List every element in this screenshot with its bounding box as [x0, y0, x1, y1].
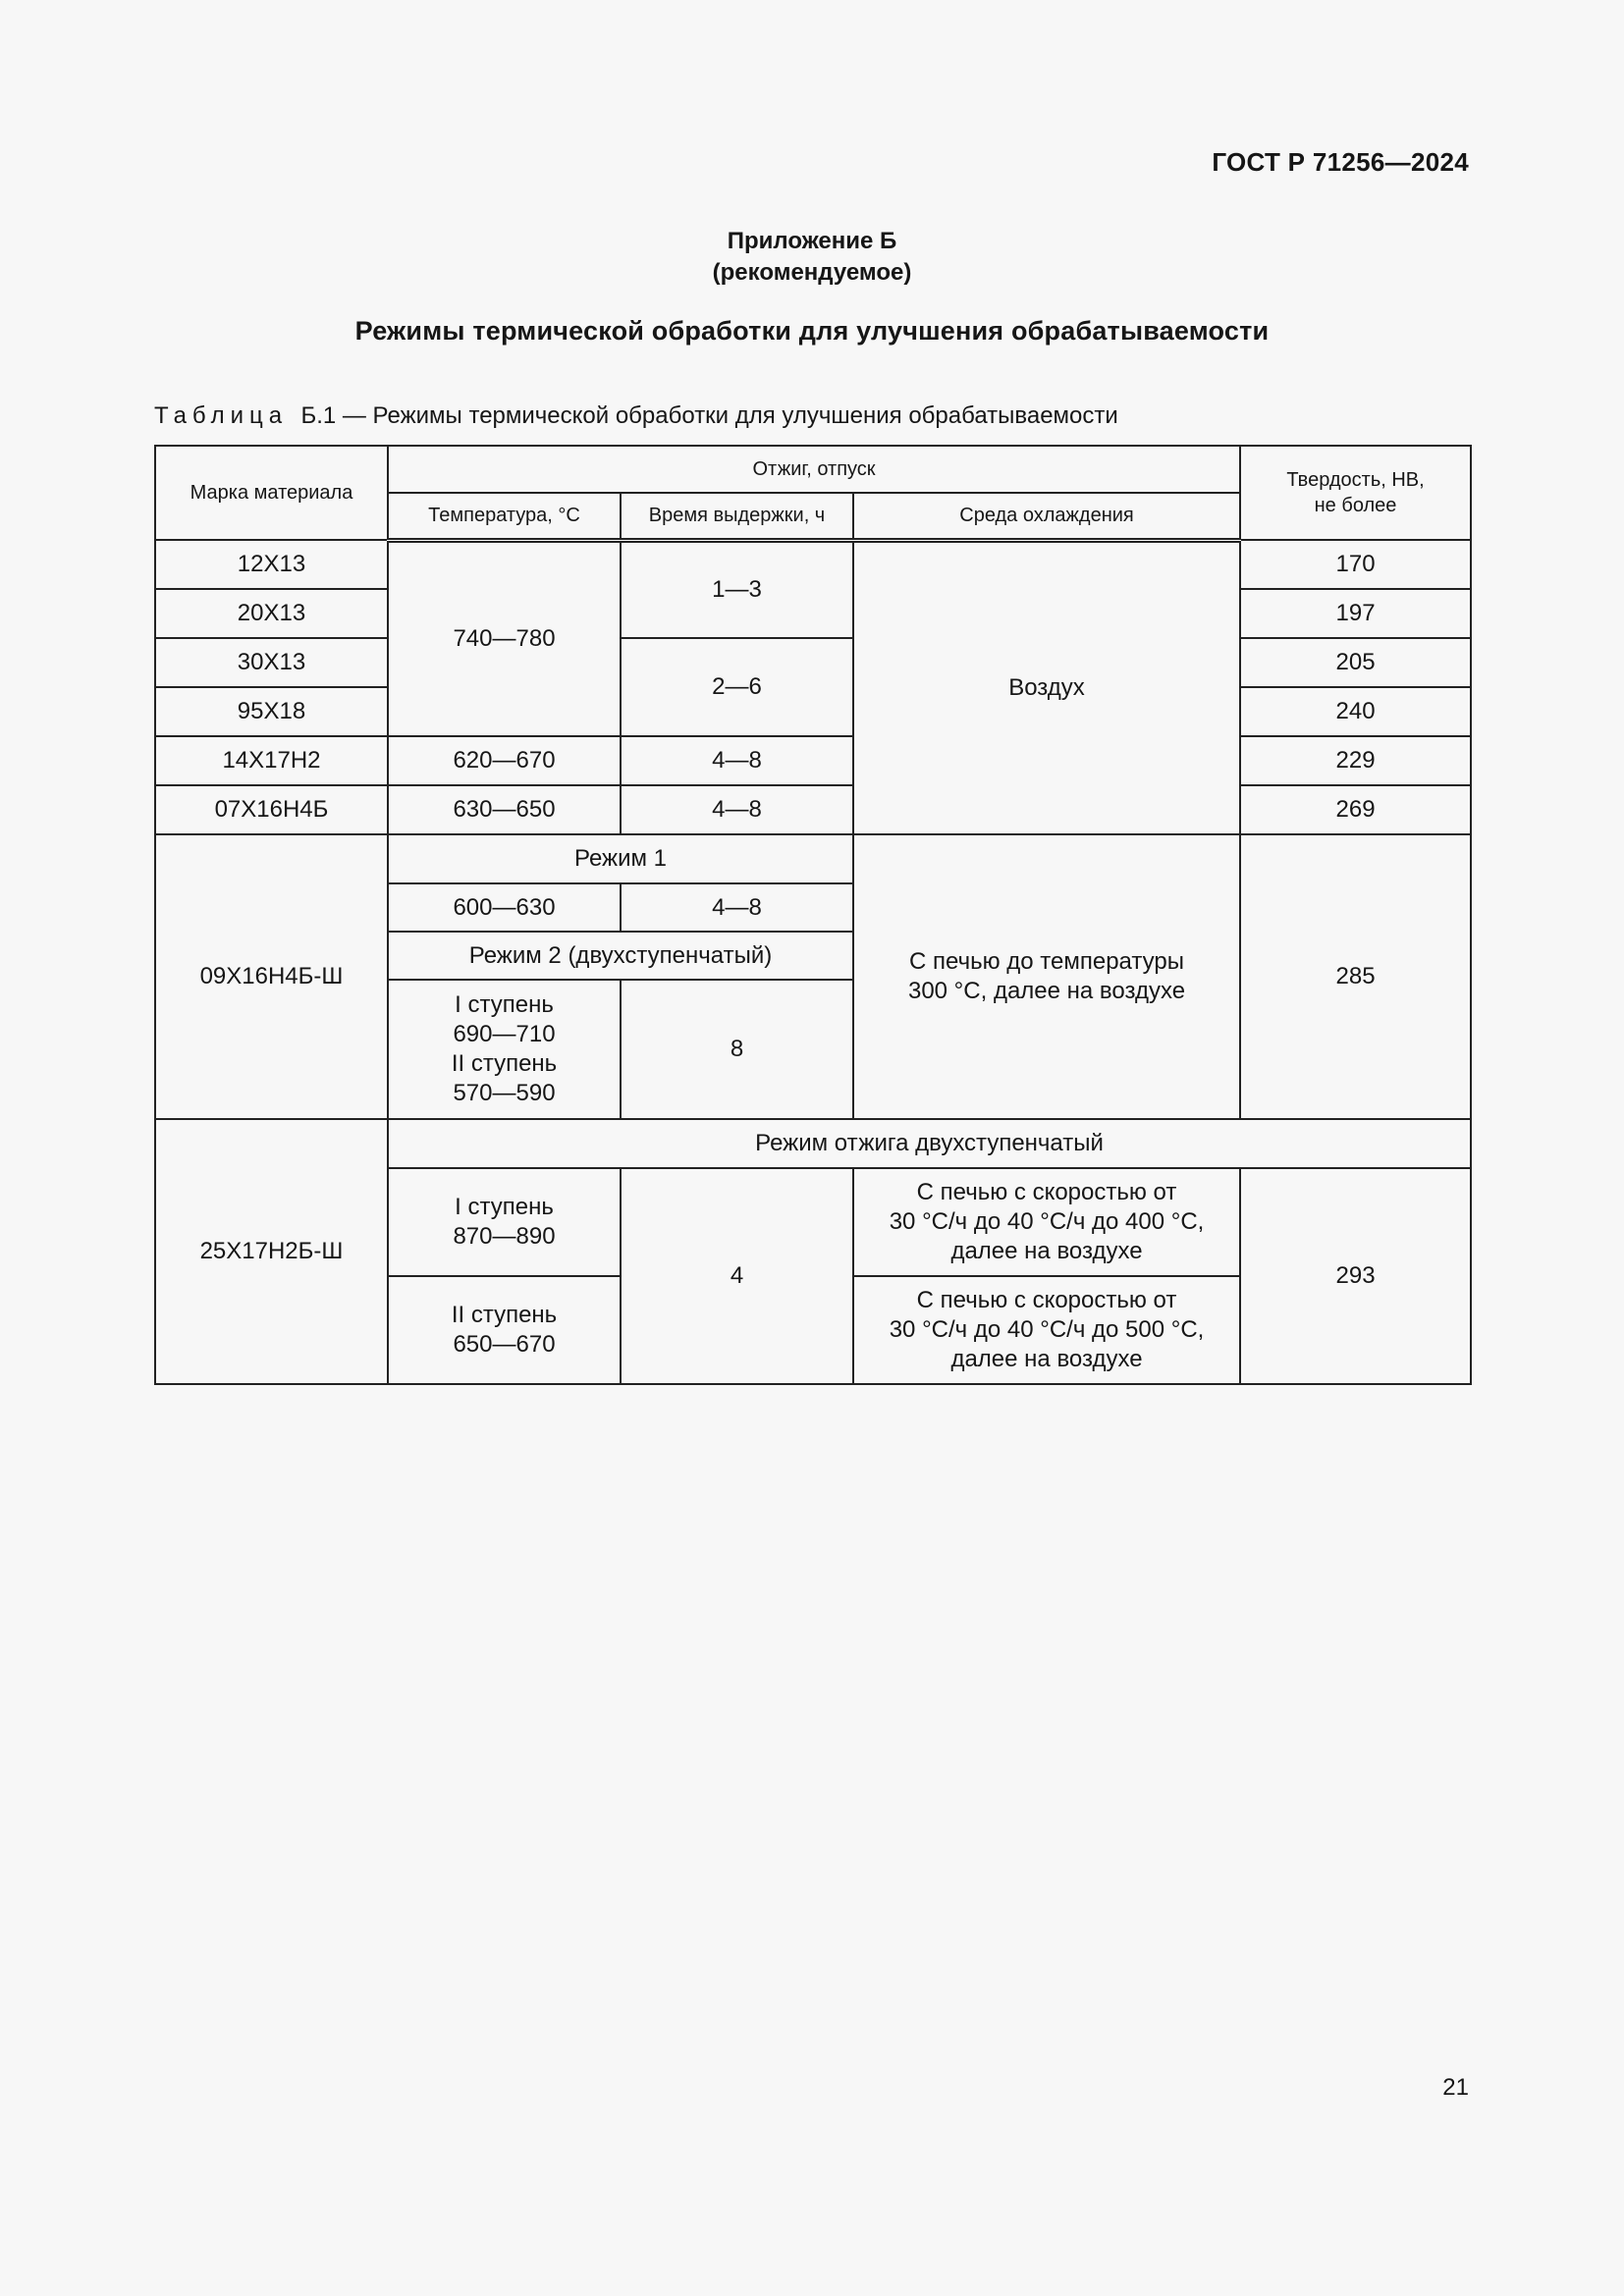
stage-temperature: 690—710: [453, 1021, 556, 1047]
table-row: [155, 1119, 1471, 1168]
hardness-cell: 170: [1240, 540, 1471, 589]
hardness-cell: 293: [1240, 1168, 1471, 1384]
material-cell: 14Х17Н2: [155, 736, 388, 785]
page-title: Режимы термической обработки для улучшения обрабатываемости: [354, 316, 1270, 346]
table-row: [155, 540, 1471, 589]
table-row: [155, 834, 1471, 883]
material-cell: 09Х16Н4Б-Ш: [155, 834, 388, 1119]
temperature-cell: [388, 1276, 621, 1384]
cooling-line: далее на воздухе: [950, 1238, 1143, 1264]
hardness-cell: 197: [1240, 589, 1471, 638]
table-caption-text: Б.1 — Режимы термической обработки для улучшения обрабатываемости: [300, 402, 1118, 429]
temperature-cell: 630—650: [388, 785, 621, 834]
page-number: 21: [1442, 2074, 1469, 2101]
hardness-cell: 269: [1240, 785, 1471, 834]
material-cell: 07Х16Н4Б: [155, 785, 388, 834]
cooling-line: 30 °С/ч до 40 °С/ч до 500 °С,: [889, 1316, 1205, 1343]
temperature-cell: 740—780: [388, 540, 621, 736]
header-hardness: [1240, 446, 1471, 540]
cooling-line: С печью с скоростью от: [916, 1287, 1177, 1313]
mode-cell: Режим отжига двухступенчатый: [388, 1119, 1471, 1168]
hardness-cell: 205: [1240, 638, 1471, 687]
header-temperature: Температура, °C: [388, 493, 621, 540]
stage-temperature: 570—590: [453, 1080, 556, 1106]
header-anneal: Отжиг, отпуск: [388, 446, 1240, 493]
temperature-cell: [388, 1168, 621, 1276]
appendix-title: Приложение Б: [727, 228, 897, 254]
mode-cell: Режим 1: [388, 834, 853, 883]
cooling-line: 30 °С/ч до 40 °С/ч до 400 °С,: [889, 1208, 1205, 1235]
hardness-cell: 229: [1240, 736, 1471, 785]
time-cell: 1—3: [621, 540, 853, 638]
cooling-line: С печью с скоростью от: [916, 1179, 1177, 1205]
time-cell: 4—8: [621, 736, 853, 785]
cooling-cell: Воздух: [853, 540, 1240, 834]
cooling-line: далее на воздухе: [950, 1346, 1143, 1372]
heat-treatment-table: [154, 445, 1472, 1385]
temperature-cell: 600—630: [388, 883, 621, 932]
table-row: [155, 736, 1471, 785]
header-hardness-line2: не более: [1314, 495, 1397, 516]
cooling-line: 300 °С, далее на воздухе: [907, 978, 1186, 1004]
hardness-cell: 285: [1240, 834, 1471, 1119]
time-cell: 4—8: [621, 785, 853, 834]
cooling-cell: [853, 1168, 1240, 1276]
standard-number: ГОСТ Р 71256—2024: [1212, 147, 1469, 177]
table-caption: [154, 402, 1118, 430]
time-cell: 4: [621, 1168, 853, 1384]
stage-label: I ступень: [455, 991, 554, 1018]
appendix-heading: [0, 226, 1624, 289]
table-caption-label: Таблица: [154, 402, 289, 429]
header-cooling: Среда охлаждения: [853, 493, 1240, 540]
header-time: Время выдержки, ч: [621, 493, 853, 540]
time-cell: 2—6: [621, 638, 853, 736]
stage-label: II ступень: [451, 1302, 558, 1328]
material-cell: 12Х13: [155, 540, 388, 589]
cooling-cell: [853, 1276, 1240, 1384]
mode-cell: Режим 2 (двухступенчатый): [388, 932, 853, 980]
cooling-cell: [853, 834, 1240, 1119]
cooling-line: С печью до температуры: [909, 948, 1184, 975]
stage-temperature: 650—670: [453, 1331, 556, 1358]
stage-label: I ступень: [455, 1194, 554, 1220]
appendix-status: (рекомендуемое): [712, 259, 912, 286]
material-cell: 30Х13: [155, 638, 388, 687]
stage-label: II ступень: [451, 1050, 558, 1077]
table-row: [155, 638, 1471, 687]
time-cell: 8: [621, 980, 853, 1119]
material-cell: 95Х18: [155, 687, 388, 736]
header-hardness-line1: Твердость, НВ,: [1286, 469, 1425, 491]
header-material: Марка материала: [155, 446, 388, 540]
hardness-cell: 240: [1240, 687, 1471, 736]
material-cell: 20Х13: [155, 589, 388, 638]
stage-temperature: 870—890: [453, 1223, 556, 1250]
temperature-cell: [388, 980, 621, 1119]
temperature-cell: 620—670: [388, 736, 621, 785]
time-cell: 4—8: [621, 883, 853, 932]
material-cell: 25Х17Н2Б-Ш: [155, 1119, 388, 1384]
table-row: [155, 785, 1471, 834]
